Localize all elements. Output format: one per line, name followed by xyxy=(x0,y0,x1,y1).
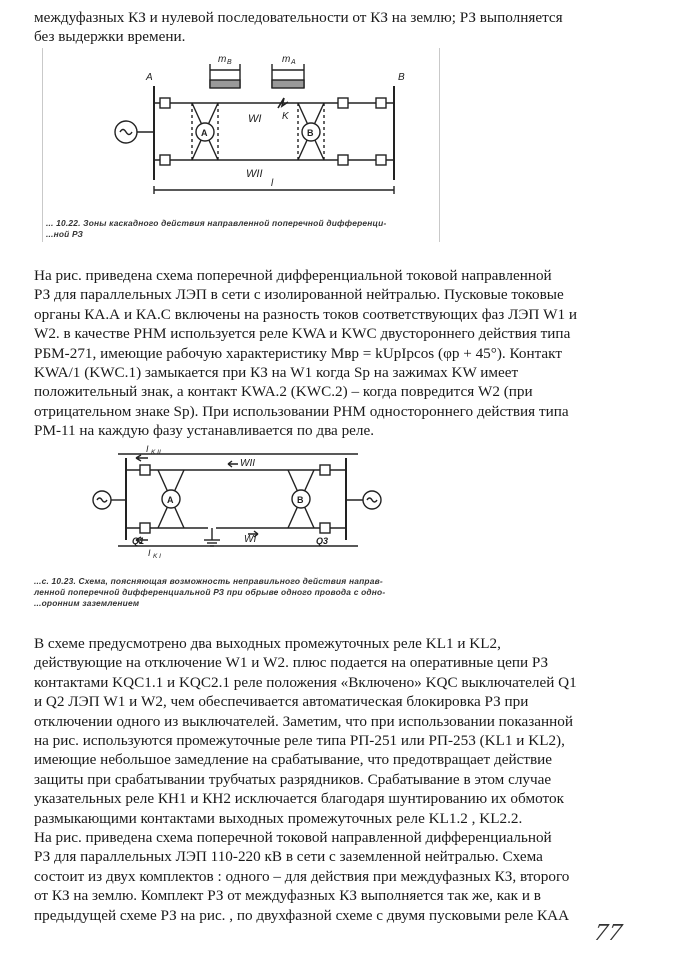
relay-b-label: B xyxy=(307,128,314,138)
relay-a-label: A xyxy=(167,495,174,505)
bus-b-label: B xyxy=(398,72,405,83)
current-arrow-top xyxy=(136,455,148,461)
figure-2-caption-line3: ...оронним заземлением xyxy=(34,598,140,608)
zone-b-label: m xyxy=(218,54,227,65)
line-w2-label: WII xyxy=(240,458,255,469)
figure-1-diagram xyxy=(42,48,438,218)
figure-1-caption xyxy=(46,218,436,240)
figure-2-caption-line1: ...с. 10.23. Схема, поясняющая возможность неправильного действия направ- xyxy=(34,576,383,586)
bus-a-label: A xyxy=(146,72,153,83)
breaker-q3-label: Q3 xyxy=(316,536,329,546)
figure-1-caption-line2: ...ной РЗ xyxy=(46,229,84,239)
relay-a-label: A xyxy=(201,128,208,138)
current-k1-sub: K I xyxy=(153,553,161,560)
current-k2-sub: K II xyxy=(151,449,161,456)
line-w2-label: WII xyxy=(246,168,263,180)
zone-a-label: m xyxy=(282,54,291,65)
current-k2-label: I xyxy=(146,444,149,454)
figure-2-caption xyxy=(34,576,464,609)
paragraph-1: На рис. приведена схема поперечной дифференциальной токовой направленной РЗ для параллельных ЛЭП в сети с изолированной нейтралью. Пусковые токовые органы КА.А и КА.С включены на разность токов соответствующих фаз ЛЭП W1 и W2. в качестве РНМ используется реле KWA и KWC двустороннего действия типа РБМ-271, имеющие рабочую характеристику Мвр = kUpIpcos (φр + 45°). Контакт KWA/1 (KWC.1) замыкается при КЗ на W1 когда Sp на зажимах KW имеет положительный знак, а контакт KWA.2 (KWC.2) – когда повредится W2 (при отрицательном знаке Sp). При использовании РНМ одностороннего действия типа РМ-11 на каждую фазу устанавливается по два реле. xyxy=(34,267,578,440)
current-k1-label: I xyxy=(148,548,151,558)
line-w1-label: WI xyxy=(248,113,262,125)
figure-2-caption-line2: ленной поперечной дифференциальной РЗ при обрыве одного провода с одно- xyxy=(34,587,386,597)
fault-label: K xyxy=(282,111,289,122)
figure-1-caption-line1: ... 10.22. Зоны каскадного действия направленной поперечной дифференци- xyxy=(46,218,387,228)
paragraph-2: В схеме предусмотрено два выходных промежуточных реле KL1 и KL2, действующие на отключение W1 и W2. плюс подается на оперативные цепи РЗ контактами KQC1.1 и KQC2.1 реле положения «Включено» KQC выключателей Q1 и Q2 ЛЭП W1 и W2, чем обеспечивается автоматическая блокировка РЗ при отключении одного из выключателей. Заметим, что при использовании показанной на рис. используются промежуточные реле типа РП-251 или РП-253 (KL1 и KL2), имеющие небольшое замедление на срабатывание, что предотвращает действие защиты при срабатывании трубчатых разрядников. Срабатывание в этом случае указательных реле КН1 и КН2 исключается благодаря шунтированию их обмоток размыкающими контактами выходных промежуточных реле KL1.2 , KL2.2. На рис. приведена схема поперечной токовой направленной дифференциальной РЗ для параллельных ЛЭП 110-220 кВ в сети с заземленной нейтралью. Схема состоит из двух комплектов : одного – для действия при междуфазных КЗ, второго от КЗ на землю. Комплект РЗ от междуфазных КЗ выполняется так же, как и в предыдущей схеме РЗ на рис. , по двухфазной схеме с двумя пусковыми реле КАА xyxy=(34,635,577,924)
figure-2-diagram xyxy=(88,444,388,572)
line-w1-label: WI xyxy=(244,534,257,545)
zone-a-sub: A xyxy=(291,59,296,66)
page-number: 77 xyxy=(591,921,625,946)
relay-b-label: B xyxy=(297,495,304,505)
paragraph-intro: междуфазных КЗ и нулевой последовательности от КЗ на землю; РЗ выполняется без выдержки времени. xyxy=(34,9,563,46)
breaker-q1-label: Q1 xyxy=(132,536,145,546)
zone-b-sub: B xyxy=(227,59,232,66)
length-label: l xyxy=(271,178,274,189)
